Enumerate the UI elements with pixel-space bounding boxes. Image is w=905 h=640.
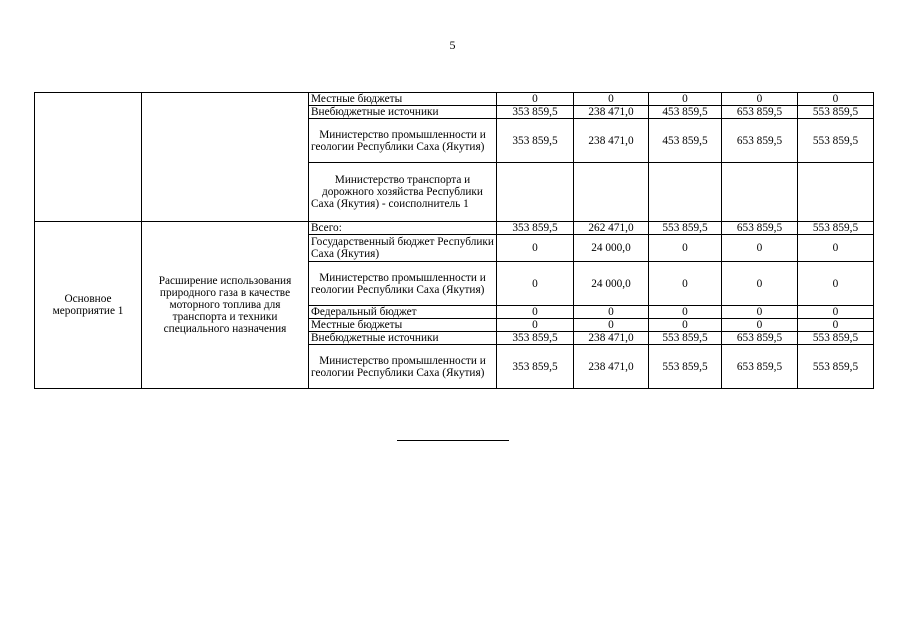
value-cell: 238 471,0 [574,345,649,389]
value-cell: 553 859,5 [798,345,874,389]
value-cell [497,163,574,222]
value-cell: 0 [649,306,722,319]
value-cell: 0 [722,319,798,332]
funding-source-cell: Всего: [309,222,497,235]
funding-source-cell: Местные бюджеты [309,93,497,106]
value-cell: 0 [798,235,874,262]
value-cell: 0 [649,319,722,332]
value-cell: 0 [574,319,649,332]
value-cell: 553 859,5 [798,106,874,119]
value-cell: 653 859,5 [722,222,798,235]
value-cell: 353 859,5 [497,222,574,235]
value-cell: 553 859,5 [798,119,874,163]
value-cell: 553 859,5 [649,345,722,389]
value-cell: 24 000,0 [574,235,649,262]
table-row [35,222,874,235]
funding-source-cell: Местные бюджеты [309,319,497,332]
description-cell-empty [142,93,309,222]
value-cell: 238 471,0 [574,332,649,345]
funding-source-cell: Министерство транспорта и дорожного хозяйства Республики Саха (Якутия) - соисполнитель 1 [309,163,497,222]
value-cell: 0 [497,306,574,319]
footer-separator-line [397,440,509,441]
value-cell: 453 859,5 [649,106,722,119]
value-cell [798,163,874,222]
page-number: 5 [449,38,456,52]
funding-source-cell: Министерство промышленности и геологии Республики Саха (Якутия) [309,262,497,306]
value-cell: 0 [798,306,874,319]
value-cell: 238 471,0 [574,106,649,119]
value-cell: 0 [722,262,798,306]
value-cell: 238 471,0 [574,119,649,163]
value-cell: 0 [649,262,722,306]
funding-source-cell: Министерство промышленности и геологии Республики Саха (Якутия) [309,345,497,389]
value-cell: 353 859,5 [497,345,574,389]
value-cell: 653 859,5 [722,345,798,389]
value-cell: 0 [497,262,574,306]
funding-source-cell: Министерство промышленности и геологии Республики Саха (Якутия) [309,119,497,163]
event-description-cell: Расширение использования природного газа в качестве моторного топлива для транспорта и техники специального назначения [142,222,309,389]
value-cell: 0 [497,319,574,332]
value-cell: 353 859,5 [497,332,574,345]
value-cell: 262 471,0 [574,222,649,235]
table-row [35,93,874,106]
value-cell: 0 [649,235,722,262]
value-cell: 0 [649,93,722,106]
value-cell: 0 [798,93,874,106]
value-cell: 0 [497,235,574,262]
value-cell: 653 859,5 [722,332,798,345]
funding-source-cell: Внебюджетные источники [309,332,497,345]
value-cell: 0 [574,93,649,106]
value-cell: 24 000,0 [574,262,649,306]
value-cell: 0 [722,235,798,262]
value-cell: 653 859,5 [722,119,798,163]
budget-table [34,92,874,389]
value-cell: 0 [798,262,874,306]
value-cell: 0 [722,93,798,106]
value-cell: 353 859,5 [497,106,574,119]
event-name-cell: Основное мероприятие 1 [35,222,142,389]
value-cell [649,163,722,222]
funding-source-cell: Внебюджетные источники [309,106,497,119]
value-cell: 0 [497,93,574,106]
value-cell: 0 [798,319,874,332]
value-cell: 0 [574,306,649,319]
event-cell-empty [35,93,142,222]
value-cell: 453 859,5 [649,119,722,163]
value-cell [574,163,649,222]
value-cell: 553 859,5 [649,332,722,345]
funding-source-cell: Федеральный бюджет [309,306,497,319]
funding-source-cell: Государственный бюджет Республики Саха (Якутия) [309,235,497,262]
value-cell: 353 859,5 [497,119,574,163]
value-cell: 653 859,5 [722,106,798,119]
value-cell: 553 859,5 [798,222,874,235]
value-cell [722,163,798,222]
value-cell: 0 [722,306,798,319]
value-cell: 553 859,5 [798,332,874,345]
value-cell: 553 859,5 [649,222,722,235]
